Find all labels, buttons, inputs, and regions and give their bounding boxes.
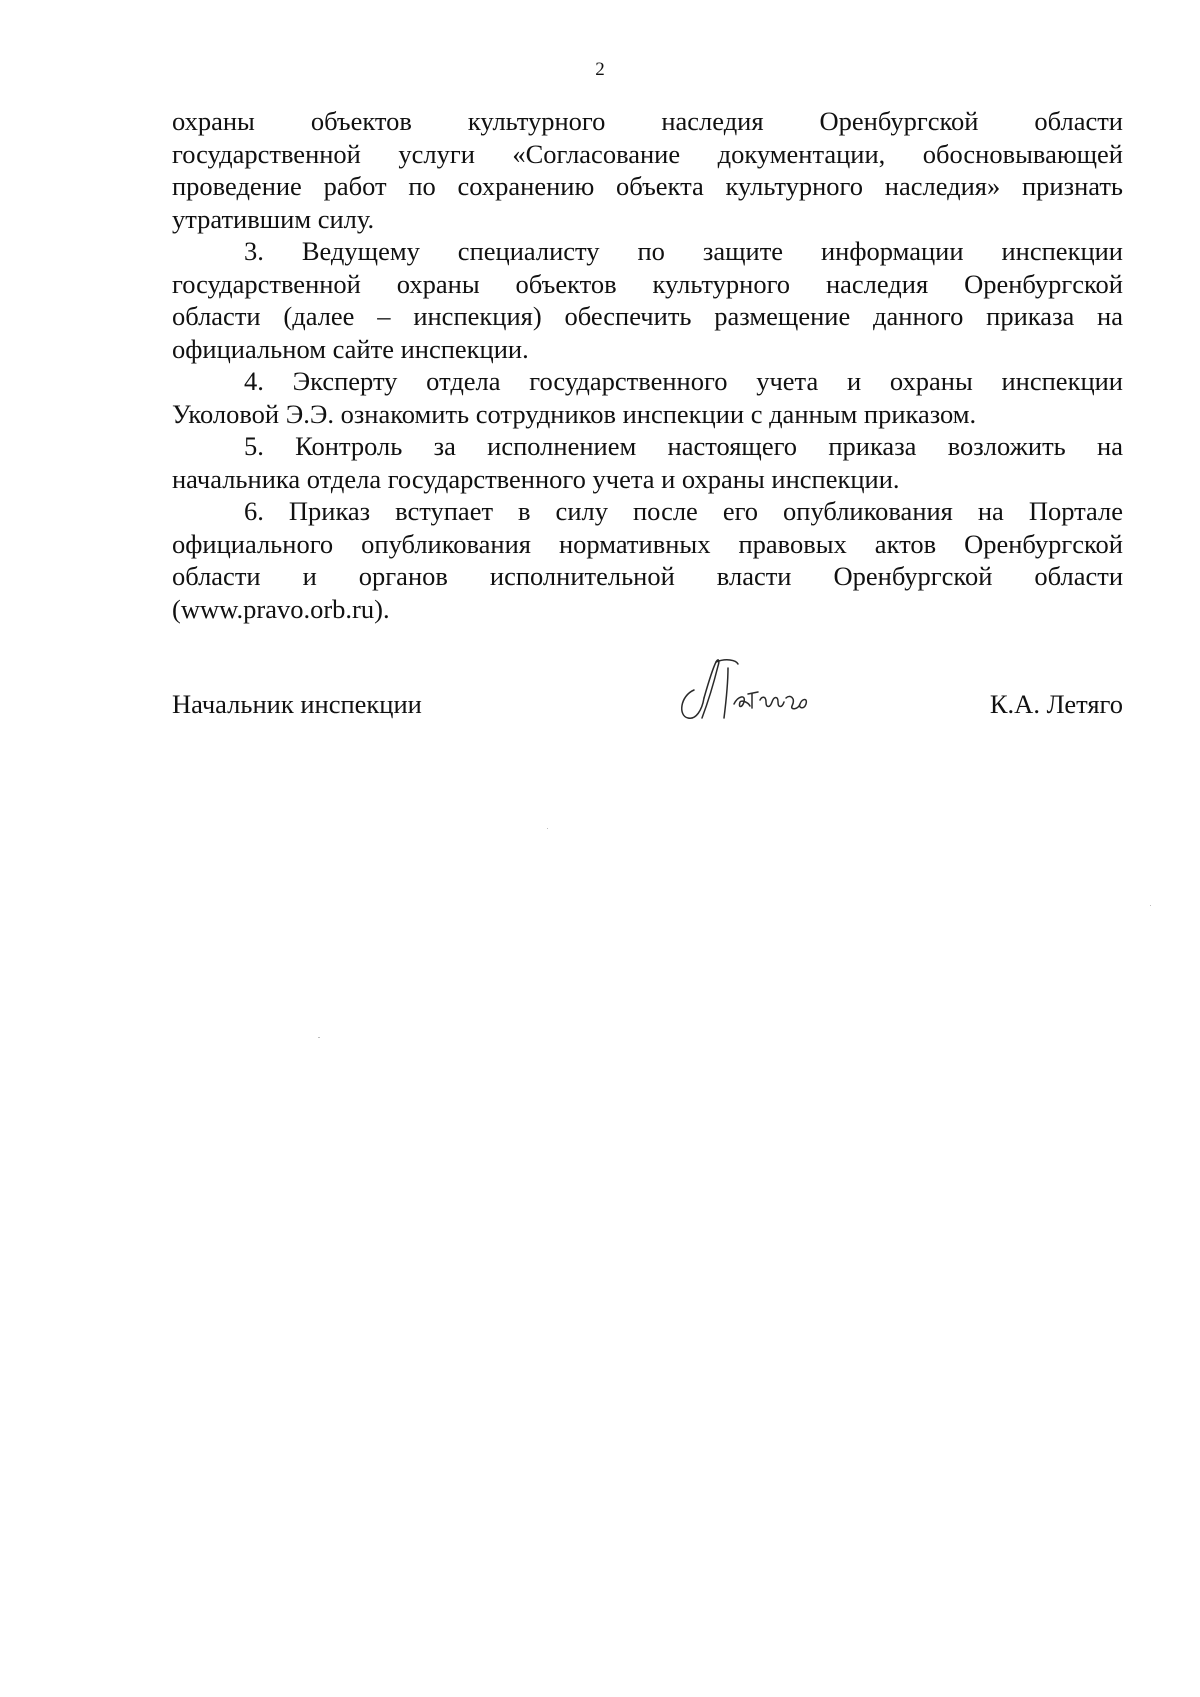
body-line: 6. Приказ вступает в силу после его опубликования на Портале: [244, 496, 1123, 526]
body-line: 4. Эксперту отдела государственного учета и охраны инспекции: [244, 366, 1123, 396]
signatory-name: К.А. Летяго: [989, 689, 1123, 719]
body-line: 3. Ведущему специалисту по защите информации инспекции: [244, 236, 1123, 266]
page-number: 2: [595, 59, 605, 80]
body-line: (www.pravo.orb.ru).: [172, 593, 390, 624]
body-line: охраны объектов культурного наследия Оренбургской области: [172, 106, 1123, 136]
scan-speck: [547, 828, 548, 829]
body-line: области и органов исполнительной власти Оренбургской области: [172, 561, 1123, 591]
scan-speck: [318, 1037, 320, 1038]
document-body: [172, 105, 1123, 625]
body-line: утратившим силу.: [172, 203, 375, 234]
body-line: Уколовой Э.Э. ознакомить сотрудников инспекции с данным приказом.: [172, 398, 977, 429]
signature-block: [172, 688, 1123, 748]
body-line: проведение работ по сохранению объекта культурного наследия» признать: [172, 171, 1123, 201]
body-line: начальника отдела государственного учета и охраны инспекции.: [172, 463, 900, 494]
body-line: государственной услуги «Согласование документации, обосновывающей: [172, 138, 1123, 169]
body-line: официального опубликования нормативных правовых актов Оренбургской: [172, 528, 1123, 559]
body-line: государственной охраны объектов культурного наследия Оренбургской: [172, 268, 1123, 299]
body-line: 5. Контроль за исполнением настоящего приказа возложить на: [244, 431, 1123, 461]
scan-speck: [1150, 905, 1151, 906]
body-line: официальном сайте инспекции.: [172, 333, 529, 364]
handwritten-signature: [672, 654, 822, 729]
body-line: области (далее – инспекция) обеспечить размещение данного приказа на: [172, 301, 1123, 331]
signatory-position: Начальник инспекции: [172, 689, 422, 719]
